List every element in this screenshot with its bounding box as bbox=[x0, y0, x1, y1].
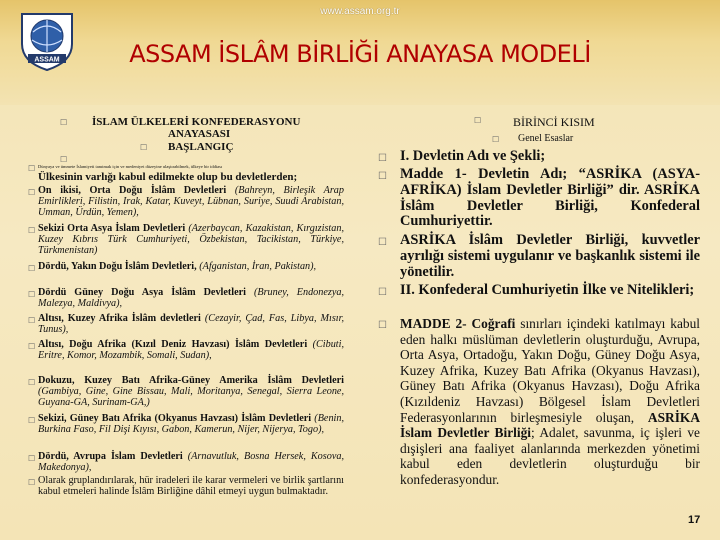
list-item: Olarak gruplandırılarak, hür iradeleri ile karar vermeleri ve birlik şartlarını kabul etmeleri halinde İslâm Birliğine dâhil etmeyi uygun bulmaktadır. bbox=[38, 475, 344, 497]
checkbox-bullet-icon: ☐ bbox=[492, 135, 500, 144]
left-lead: Ülkesinin varlığı kabul edilmekte olup bu devletlerden; bbox=[38, 171, 298, 183]
checkbox-bullet-icon: ☐ bbox=[28, 378, 36, 387]
checkbox-bullet-icon: ☐ bbox=[140, 143, 148, 152]
right-item: I. Devletin Adı ve Şekli; bbox=[400, 148, 546, 164]
checkbox-bullet-icon: ☐ bbox=[28, 478, 36, 487]
checkbox-bullet-icon: ☐ bbox=[378, 153, 387, 164]
checkbox-bullet-icon: ☐ bbox=[28, 290, 36, 299]
left-heading-2: ANAYASASI bbox=[168, 128, 231, 140]
checkbox-bullet-icon: ☐ bbox=[378, 237, 387, 248]
checkbox-bullet-icon: ☐ bbox=[60, 155, 68, 164]
logo-text: ASSAM bbox=[34, 56, 60, 64]
list-item: Sekizi Orta Asya İslam Devletleri (Azerbaycan, Kazakistan, Kırgızistan, Kuzey Kıbrıs Türk Cumhuriyeti, Özbekistan, Tacikistan, Türkiye, Türkmenistan) bbox=[38, 223, 344, 256]
checkbox-bullet-icon: ☐ bbox=[28, 416, 36, 425]
right-subheading: Genel Esaslar bbox=[518, 133, 574, 144]
list-item: Altısı, Doğu Afrika (Kızıl Deniz Havzası) İslâm Devletleri (Cibuti, Eritre, Komor, Mozambik, Somali, Sudan), bbox=[38, 339, 344, 361]
list-item: Sekizi, Güney Batı Afrika (Okyanus Havzası) İslâm Devletleri (Benin, Burkina Faso, Fil Dişi Kıyısı, Gabon, Kamerun, Nijer, Nijerya, Togo), bbox=[38, 413, 345, 435]
checkbox-bullet-icon: ☐ bbox=[28, 164, 36, 173]
checkbox-bullet-icon: ☐ bbox=[28, 342, 36, 351]
list-item: Dördü, Avrupa İslam Devletleri (Arnavutluk, Bosna Hersek, Kosova, Makedonya), bbox=[38, 451, 344, 473]
checkbox-bullet-icon: ☐ bbox=[28, 188, 36, 197]
checkbox-bullet-icon: ☐ bbox=[378, 287, 387, 298]
list-item: Altısı, Kuzey Afrika İslâm devletleri (Cezayir, Çad, Fas, Libya, Mısır, Tunus), bbox=[38, 313, 344, 335]
page-number: 17 bbox=[688, 514, 701, 526]
right-heading: BİRİNCİ KISIM bbox=[513, 115, 595, 129]
tiny-note: Dünyaya ve ümmete İslamiyeti tanıtmak için ve medeniyet düzeyine ulaştırabilmek, ülkeye bir iddiası bbox=[38, 164, 223, 169]
page-title: ASSAM İSLÂM BİRLİĞİ ANAYASA MODELİ bbox=[129, 40, 591, 68]
checkbox-bullet-icon: ☐ bbox=[28, 316, 36, 325]
right-item: Madde 1- Devletin Adı; “ASRİKA (ASYA-AFRİKA) İslam Devletler Birliği” dir. ASRİKA İslâm Devletler Birliği, Konfederal Cumhuriyettir. bbox=[400, 166, 700, 230]
list-item: On ikisi, Orta Doğu İslâm Devletleri (Bahreyn, Birleşik Arap Emirlikleri, Filistin, Irak, Katar, Kuveyt, Lübnan, Suriye, Suudi Arabistan, Umman, Ürdün, Yemen), bbox=[38, 185, 344, 218]
checkbox-bullet-icon: ☐ bbox=[474, 116, 482, 125]
checkbox-bullet-icon: ☐ bbox=[28, 226, 36, 235]
left-heading-3: BAŞLANGIÇ bbox=[168, 141, 234, 153]
list-item: Dördü, Yakın Doğu İslâm Devletleri, (Afganistan, İran, Pakistan), bbox=[38, 261, 317, 272]
checkbox-bullet-icon: ☐ bbox=[28, 264, 36, 273]
right-item: ASRİKA İslâm Devletler Birliği, kuvvetler ayrılığı sistemi uygulanır ve başkanlık sistemi ile yönetilir. bbox=[400, 232, 700, 280]
left-heading-1: İSLAM ÜLKELERİ KONFEDERASYONU bbox=[92, 116, 301, 128]
list-item: Dördü Güney Doğu Asya İslâm Devletleri (Bruney, Endonezya, Malezya, Maldivya), bbox=[38, 287, 345, 309]
checkbox-bullet-icon: ☐ bbox=[28, 454, 36, 463]
checkbox-bullet-icon: ☐ bbox=[60, 118, 68, 127]
checkbox-bullet-icon: ☐ bbox=[378, 171, 387, 182]
checkbox-bullet-icon: ☐ bbox=[378, 320, 387, 331]
right-item-article-2: MADDE 2- Coğrafi sınırları içindeki katılmayı kabul eden halkı müslüman devletlerin oluşturduğu, Avrupa, Orta Asya, Ortadoğu, Yakın Doğu, Güney Doğu Asya, Kuzey Afrika, Kuzey Batı Afrika (Okyanus Havzası), Güney Batı Afrika (Okyanus Havzası), Doğu Afrika (Kızıldeniz Havzası) Bölgesel İslam Devletleri Federasyonlarının birleşmesiyle oluşan, ASRİKA İslam Devletler Birliği; Adalet, savunma, iç işleri ve dışişleri ana faaliyet alanlarında merkezden yönetimi kabul eden devletlerin oluşturduğu bir konfederasyondur. bbox=[400, 316, 700, 487]
right-item: II. Konfederal Cumhuriyetin İlke ve Nitelikleri; bbox=[400, 282, 695, 298]
site-url[interactable]: www.assam.org.tr bbox=[320, 6, 400, 17]
list-item: Dokuzu, Kuzey Batı Afrika-Güney Amerika İslâm Devletleri (Gambiya, Gine, Gine Bissau, Mali, Moritanya, Senegal, Sierra Leone, Guyana-GA, Surinam-GA,) bbox=[38, 375, 344, 408]
